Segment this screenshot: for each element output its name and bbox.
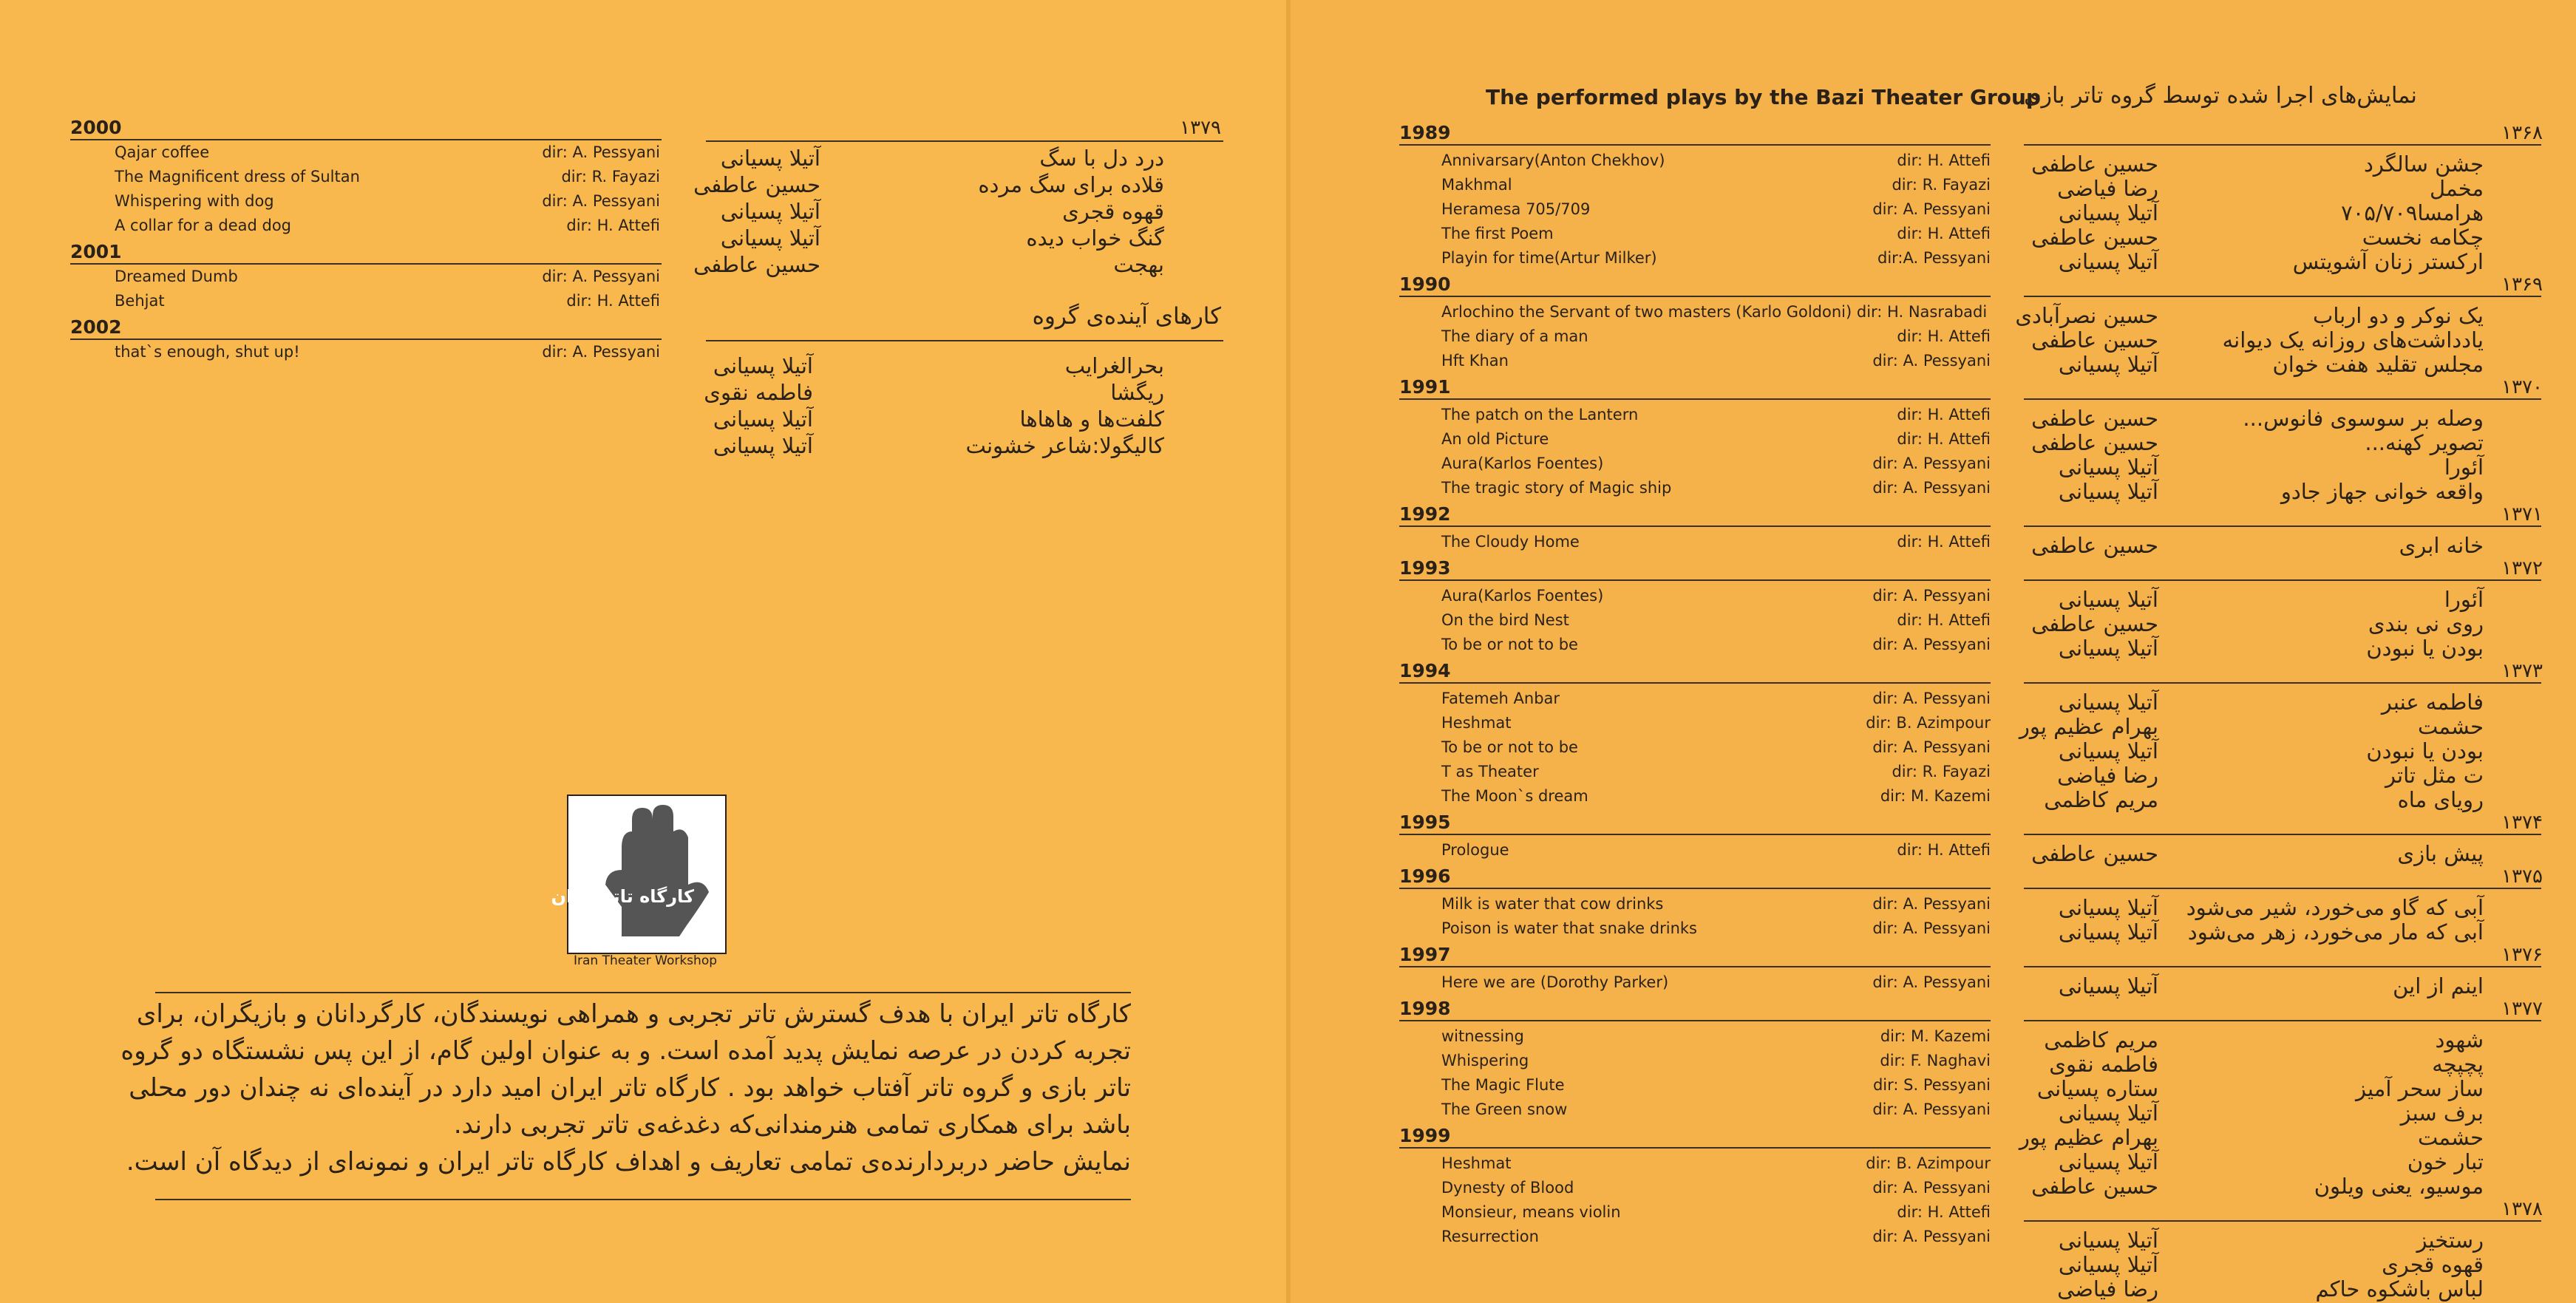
play-director: آتیلا پسیانی xyxy=(2058,1149,2158,1174)
hand-logo-icon xyxy=(551,796,725,953)
year-rule xyxy=(1399,296,1991,297)
play-title: To be or not to be xyxy=(1441,636,1578,653)
play-director: حسین عاطفی xyxy=(2031,327,2158,353)
year-heading: 1992 xyxy=(1399,503,1451,525)
play-director: dir: A. Pessyani xyxy=(1872,200,1991,218)
future-director: آتیلا پسیانی xyxy=(713,353,813,378)
play-director: dir: H. Attefi xyxy=(1897,1203,1991,1221)
play-director: dir: A. Pessyani xyxy=(1872,1228,1991,1245)
play-title: واقعه خوانی جهاز جادو xyxy=(2280,479,2484,504)
play-director: مریم کاظمی xyxy=(2044,787,2158,812)
year-heading: 1989 xyxy=(1399,122,1451,143)
play-director: رضا فیاضی xyxy=(2057,1276,2158,1302)
play-director: dir:A. Pessyani xyxy=(1877,249,1991,267)
play-title: لباس باشکوه حاکم xyxy=(2315,1276,2484,1302)
year-rule xyxy=(1399,1020,1991,1021)
play-title: Dreamed Dumb xyxy=(115,268,238,285)
play-title: On the bird Nest xyxy=(1441,611,1569,629)
play-title: تصویر کهنه... xyxy=(2365,430,2484,455)
play-title: اینم از این xyxy=(2393,973,2484,998)
play-title: Heshmat xyxy=(1441,714,1512,732)
play-title: An old Picture xyxy=(1441,430,1549,448)
play-title: حشمت xyxy=(2417,1125,2484,1150)
year-rule xyxy=(1399,1147,1991,1149)
year-rule xyxy=(70,338,662,340)
play-title: Heshmat xyxy=(1441,1154,1512,1172)
play-title: Resurrection xyxy=(1441,1228,1539,1245)
play-director: dir: H. Attefi xyxy=(1897,327,1991,345)
play-director: آتیلا پسیانی xyxy=(2058,587,2158,612)
year-rule xyxy=(2024,682,2541,684)
year-rule xyxy=(2024,1220,2541,1222)
year-rule xyxy=(1399,834,1991,835)
play-title: Behjat xyxy=(115,292,165,310)
play-title: رستخیز xyxy=(2416,1228,2484,1253)
future-title: کالیگولا:شاعر خشونت xyxy=(965,433,1164,458)
play-title: تبار خون xyxy=(2407,1149,2484,1174)
play-director: آتیلا پسیانی xyxy=(2058,1252,2158,1277)
logo-caption: Iran Theater Workshop xyxy=(573,953,718,968)
year-rule xyxy=(1399,525,1991,527)
play-title: پچپچه xyxy=(2432,1052,2484,1077)
year-heading: ۱۳۷۳ xyxy=(2501,660,2543,682)
title-persian: نمایش‌های اجرا شده توسط گروه تاتر بازی xyxy=(2024,83,2417,109)
play-title: بهجت xyxy=(1113,252,1164,277)
play-title: آبی که گاو می‌خورد، شیر می‌شود xyxy=(2186,895,2484,920)
play-title: یادداشت‌های روزانه یک دیوانه xyxy=(2222,327,2484,353)
year-rule xyxy=(1399,888,1991,889)
play-director: آتیلا پسیانی xyxy=(2058,919,2158,945)
play-director: dir: A. Pessyani xyxy=(1872,738,1991,756)
play-title: A collar for a dead dog xyxy=(115,217,292,234)
play-title: قهوه قجری xyxy=(1062,199,1164,224)
play-director: dir: A. Pessyani xyxy=(1872,479,1991,497)
play-director: dir: B. Azimpour xyxy=(1866,1154,1991,1172)
play-director: آتیلا پسیانی xyxy=(720,225,820,251)
paragraph-line: باشد برای همکاری تمامی هنرمندانی‌که دغدغه‌ی تاتر تجربی دارند. xyxy=(453,1110,1131,1140)
play-title: آئورا xyxy=(2444,455,2484,480)
play-director: dir: F. Naghavi xyxy=(1880,1052,1991,1069)
play-title: The patch on the Lantern xyxy=(1441,406,1639,423)
play-director: dir: H. Attefi xyxy=(1897,406,1991,423)
year-heading: ۱۳۷۱ xyxy=(2501,503,2543,525)
play-title: بودن یا نبودن xyxy=(2366,738,2484,763)
play-title: خانه ابری xyxy=(2399,533,2484,558)
play-title: Qajar coffee xyxy=(115,143,210,161)
future-title: کلفت‌ها و هاهاها xyxy=(1019,406,1164,432)
paragraph-line: تجربه کردن در عرصه نمایش پدید آمده است. و به عنوان اولین گام، از این پس نشستگاه دو گروه xyxy=(120,1036,1131,1066)
play-title: Aura(Karlos Foentes) xyxy=(1441,587,1604,605)
play-director: آتیلا پسیانی xyxy=(2058,636,2158,661)
play-director: dir: A. Pessyani xyxy=(542,343,660,361)
year-heading: 1990 xyxy=(1399,273,1451,295)
play-director: dir: A. Pessyani xyxy=(1872,690,1991,707)
title-english: The performed plays by the Bazi Theater Group xyxy=(1486,85,2041,109)
year-heading: 2001 xyxy=(70,241,122,262)
play-director: حسین عاطفی xyxy=(2031,841,2158,866)
play-title: هرامسا۷۰۵/۷۰۹ xyxy=(2341,200,2484,225)
year-heading: ۱۳۷۹ xyxy=(1180,117,1221,139)
play-director: بهرام عظیم پور xyxy=(2019,1125,2158,1150)
play-title: witnessing xyxy=(1441,1027,1524,1045)
play-title: مخمل xyxy=(2430,176,2484,201)
future-title: بحرالغرایب xyxy=(1064,353,1164,378)
play-title: چکامه نخست xyxy=(2362,225,2484,250)
future-heading: کارهای آینده‌ی گروه xyxy=(1032,303,1221,330)
play-title: Milk is water that cow drinks xyxy=(1441,895,1664,913)
play-director: آتیلا پسیانی xyxy=(2058,690,2158,715)
logo-text: کارگاه تاتر ایران xyxy=(551,886,694,907)
play-director: رضا فیاضی xyxy=(2057,763,2158,788)
play-title: ساز سحر آمیز xyxy=(2356,1076,2484,1101)
play-title: that`s enough, shut up! xyxy=(115,343,300,361)
play-director: آتیلا پسیانی xyxy=(720,146,820,171)
play-title: قلاده برای سگ مرده xyxy=(978,172,1164,197)
play-director: dir: H. Attefi xyxy=(1897,225,1991,242)
play-director: dir: A. Pessyani xyxy=(1872,919,1991,937)
play-title: گنگ خواب دیده xyxy=(1026,225,1164,251)
year-heading: ۱۳۷۶ xyxy=(2501,944,2543,966)
play-title: The first Poem xyxy=(1441,225,1554,242)
year-rule xyxy=(1399,682,1991,684)
play-director: آتیلا پسیانی xyxy=(2058,1100,2158,1126)
year-rule xyxy=(2024,834,2541,835)
play-title: شهود xyxy=(2435,1027,2484,1052)
year-rule xyxy=(2024,888,2541,889)
play-title: Makhmal xyxy=(1441,176,1512,194)
play-director: آتیلا پسیانی xyxy=(2058,1228,2158,1253)
play-director: dir: A. Pessyani xyxy=(1872,973,1991,991)
play-title: Hft Khan xyxy=(1441,352,1509,370)
paragraph-line: تاتر بازی و گروه تاتر آفتاب خواهد بود . کارگاه تاتر ایران امید دارد در آینده‌ای نه چندان دور محلی xyxy=(129,1073,1131,1103)
play-director: dir: M. Kazemi xyxy=(1880,1027,1991,1045)
year-heading: 2002 xyxy=(70,316,122,338)
play-director: حسین عاطفی xyxy=(2031,1174,2158,1199)
year-heading: 1995 xyxy=(1399,812,1451,833)
workshop-logo xyxy=(551,795,727,954)
paragraph-top-rule xyxy=(155,992,1131,993)
year-heading: 1991 xyxy=(1399,376,1451,398)
play-director: بهرام عظیم پور xyxy=(2019,714,2158,739)
play-title: موسیو، یعنی ویلون xyxy=(2314,1174,2484,1199)
play-director: dir: R. Fayazi xyxy=(1892,176,1991,194)
year-heading: 1996 xyxy=(1399,865,1451,887)
year-rule xyxy=(2024,525,2541,527)
paragraph-line: کارگاه تاتر ایران با هدف گسترش تاتر تجربی و همراهی نویسندگان، کارگردانان و بازیگران، برای xyxy=(136,999,1131,1029)
play-director: آتیلا پسیانی xyxy=(2058,738,2158,763)
play-title: آئورا xyxy=(2444,587,2484,612)
play-title: ارکستر زنان آشویتس xyxy=(2292,249,2484,274)
year-heading: 1998 xyxy=(1399,998,1451,1019)
year-heading: ۱۳۷۰ xyxy=(2501,376,2543,398)
year-heading: ۱۳۷۵ xyxy=(2501,865,2543,888)
play-director: حسین عاطفی xyxy=(693,252,820,277)
play-title: The Moon`s dream xyxy=(1441,787,1588,805)
year-rule xyxy=(1399,398,1991,400)
play-title: Monsieur, means violin xyxy=(1441,1203,1621,1221)
year-rule xyxy=(2024,1020,2541,1021)
play-title: پیش بازی xyxy=(2397,841,2484,866)
year-rule xyxy=(2024,966,2541,967)
year-rule xyxy=(2024,144,2541,146)
year-rule xyxy=(2024,398,2541,400)
play-director: dir: B. Azimpour xyxy=(1866,714,1991,732)
paragraph-bottom-rule xyxy=(155,1199,1131,1200)
play-director: آتیلا پسیانی xyxy=(2058,479,2158,504)
play-title: Here we are (Dorothy Parker) xyxy=(1441,973,1669,991)
play-director: dir: S. Pessyani xyxy=(1872,1076,1991,1094)
play-director: آتیلا پسیانی xyxy=(2058,895,2158,920)
future-director: فاطمه نقوی xyxy=(704,380,813,405)
page-fold xyxy=(1286,0,1291,1303)
future-title: ریگشا xyxy=(1110,380,1164,405)
play-director: dir: A. Pessyani xyxy=(1872,352,1991,370)
play-title: The Cloudy Home xyxy=(1441,533,1580,551)
year-rule xyxy=(1399,579,1991,581)
year-heading: ۱۳۷۴ xyxy=(2501,812,2543,834)
play-title: The tragic story of Magic ship xyxy=(1441,479,1672,497)
play-title: Annivarsary(Anton Chekhov) xyxy=(1441,152,1665,169)
year-rule xyxy=(2024,579,2541,581)
year-heading: 1994 xyxy=(1399,660,1451,681)
play-title: درد دل با سگ xyxy=(1039,146,1164,171)
play-title: T as Theater xyxy=(1441,763,1539,780)
play-title: The diary of a man xyxy=(1441,327,1588,345)
play-director: dir: H. Attefi xyxy=(1897,533,1991,551)
play-title: The Magic Flute xyxy=(1441,1076,1565,1094)
year-heading: 1997 xyxy=(1399,944,1451,965)
year-rule xyxy=(1399,966,1991,967)
play-director: مریم کاظمی xyxy=(2044,1027,2158,1052)
play-director: dir: A. Pessyani xyxy=(1872,455,1991,472)
year-rule xyxy=(2024,296,2541,297)
play-director: dir: H. Attefi xyxy=(566,292,660,310)
year-heading: ۱۳۶۹ xyxy=(2501,273,2543,296)
play-director: حسین عاطفی xyxy=(2031,430,2158,455)
play-director: dir: A. Pessyani xyxy=(1872,1100,1991,1118)
year-rule xyxy=(70,263,662,265)
year-rule xyxy=(706,140,1223,142)
play-director: حسین عاطفی xyxy=(2031,406,2158,431)
play-director: dir: A. Pessyani xyxy=(1872,895,1991,913)
play-title: مجلس تقلید هفت خوان xyxy=(2272,352,2484,377)
play-director: حسین عاطفی xyxy=(2031,533,2158,558)
play-title: To be or not to be xyxy=(1441,738,1578,756)
year-rule xyxy=(70,139,662,140)
play-title: Whispering xyxy=(1441,1052,1529,1069)
play-director: dir: H. Attefi xyxy=(1897,430,1991,448)
play-title: قهوه قجری xyxy=(2382,1252,2484,1277)
play-title: Heramesa 705/709 xyxy=(1441,200,1591,218)
year-rule xyxy=(1399,144,1991,146)
play-director: رضا فیاضی xyxy=(2057,176,2158,201)
year-heading: ۱۳۷۷ xyxy=(2501,998,2543,1020)
play-director: آتیلا پسیانی xyxy=(2058,249,2158,274)
play-director: آتیلا پسیانی xyxy=(720,199,820,224)
play-title: Aura(Karlos Foentes) xyxy=(1441,455,1604,472)
year-heading: ۱۳۷۸ xyxy=(2501,1198,2543,1220)
play-director: حسین نصرآبادی xyxy=(2015,303,2158,328)
play-director: dir: A. Pessyani xyxy=(542,268,660,285)
future-director: آتیلا پسیانی xyxy=(713,433,813,458)
play-director: dir: A. Pessyani xyxy=(542,192,660,210)
year-heading: 2000 xyxy=(70,117,122,138)
play-director: dir: H. Attefi xyxy=(1897,841,1991,859)
play-director: آتیلا پسیانی xyxy=(2058,200,2158,225)
year-heading: ۱۳۶۸ xyxy=(2501,122,2543,144)
play-director: حسین عاطفی xyxy=(2031,152,2158,177)
future-rule xyxy=(706,340,1223,341)
play-title: Prologue xyxy=(1441,841,1509,859)
play-director: dir: A. Pessyani xyxy=(1872,636,1991,653)
play-director: dir: A. Pessyani xyxy=(1872,1179,1991,1197)
play-title: Whispering with dog xyxy=(115,192,274,210)
play-director: dir: H. Attefi xyxy=(566,217,660,234)
play-director: آتیلا پسیانی xyxy=(2058,973,2158,998)
year-heading: 1993 xyxy=(1399,557,1451,579)
play-title: بودن یا نبودن xyxy=(2366,636,2484,661)
year-heading: ۱۳۷۲ xyxy=(2501,557,2543,579)
play-director: dir: R. Fayazi xyxy=(1892,763,1991,780)
play-director: dir: R. Fayazi xyxy=(561,168,660,186)
play-title: ت مثل تاتر xyxy=(2385,763,2484,788)
play-title: برف سبز xyxy=(2400,1100,2484,1126)
play-title: Playin for time(Artur Milker) xyxy=(1441,249,1657,267)
play-title: The Magnificent dress of Sultan xyxy=(115,168,360,186)
play-director: آتیلا پسیانی xyxy=(2058,455,2158,480)
future-director: آتیلا پسیانی xyxy=(713,406,813,432)
play-title: Poison is water that snake drinks xyxy=(1441,919,1697,937)
play-director: فاطمه نقوی xyxy=(2049,1052,2158,1077)
play-title: آبی که مار می‌خورد، زهر می‌شود xyxy=(2187,919,2484,945)
play-title: جشن سالگرد xyxy=(2364,152,2484,177)
play-title: روی نی بندی xyxy=(2368,611,2484,636)
play-title: The Green snow xyxy=(1441,1100,1568,1118)
play-director: آتیلا پسیانی xyxy=(2058,352,2158,377)
play-director: dir: H. Attefi xyxy=(1897,611,1991,629)
play-title: Fatemeh Anbar xyxy=(1441,690,1560,707)
play-director: dir: M. Kazemi xyxy=(1880,787,1991,805)
play-director: dir: A. Pessyani xyxy=(542,143,660,161)
play-title: حشمت xyxy=(2417,714,2484,739)
play-title: وصله بر سوسوی فانوس... xyxy=(2243,406,2484,431)
play-director: حسین عاطفی xyxy=(693,172,820,197)
play-director: حسین عاطفی xyxy=(2031,611,2158,636)
play-director: dir: A. Pessyani xyxy=(1872,587,1991,605)
play-title: یک نوکر و دو ارباب xyxy=(2313,303,2484,328)
play-title: فاطمه عنبر xyxy=(2381,690,2484,715)
year-heading: 1999 xyxy=(1399,1125,1451,1146)
play-director: حسین عاطفی xyxy=(2031,225,2158,250)
paragraph-line: نمایش حاضر دربردارنده‌ی تمامی تعاریف و اهداف کارگاه تاتر ایران و نمونه‌ای از دیدگاه آن است. xyxy=(126,1147,1131,1177)
play-director: ستاره پسیانی xyxy=(2036,1076,2158,1101)
play-title: Arlochino the Servant of two masters (Karlo Goldoni) dir: H. Nasrabadi xyxy=(1441,303,1988,321)
play-director: dir: H. Attefi xyxy=(1897,152,1991,169)
play-title: Dynesty of Blood xyxy=(1441,1179,1574,1197)
play-title: رویای ماه xyxy=(2397,787,2484,812)
